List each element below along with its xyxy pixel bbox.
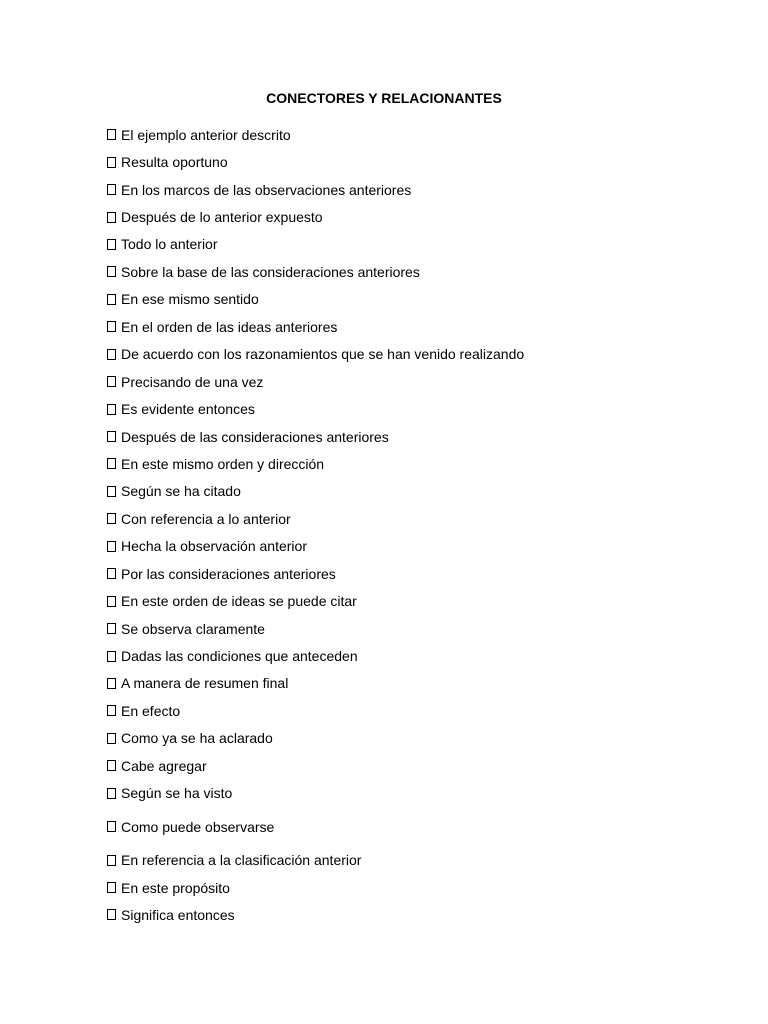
list-item — [107, 725, 524, 752]
list-item-label: En este propósito — [121, 879, 230, 896]
checkbox-icon — [107, 678, 116, 689]
list-item — [107, 615, 524, 642]
checkbox-icon — [107, 541, 116, 552]
list-item — [107, 395, 524, 422]
list-item-label: Cabe agregar — [121, 757, 207, 774]
list-item-label: Sobre la base de las consideraciones anteriores — [121, 263, 420, 280]
list-item-label: En ese mismo sentido — [121, 291, 259, 308]
checkbox-icon — [107, 266, 116, 277]
checkbox-icon — [107, 376, 116, 387]
list-item-label: En el orden de las ideas anteriores — [121, 318, 338, 335]
checkbox-icon — [107, 705, 116, 716]
list-item — [107, 478, 524, 505]
checkbox-icon — [107, 321, 116, 332]
list-item-label: De acuerdo con los razonamientos que se han venido realizando — [121, 346, 525, 363]
checkbox-icon — [107, 431, 116, 442]
list-item-label: Después de las consideraciones anteriores — [121, 428, 389, 445]
list-item — [107, 670, 524, 697]
list-item — [107, 587, 524, 614]
list-item-label: Después de lo anterior expuesto — [121, 209, 323, 226]
list-item — [107, 813, 524, 840]
checkbox-icon — [107, 821, 116, 832]
checkbox-icon — [107, 212, 116, 223]
list-item-label: A manera de resumen final — [121, 675, 289, 692]
list-item — [107, 752, 524, 779]
checkbox-icon — [107, 882, 116, 893]
page-title: CONECTORES Y RELACIONANTES — [266, 90, 502, 106]
checkbox-icon — [107, 239, 116, 250]
connector-list — [107, 121, 524, 929]
list-item-label: Como puede observarse — [121, 818, 275, 835]
list-item — [107, 121, 524, 148]
checkbox-icon — [107, 129, 116, 140]
list-item — [107, 642, 524, 669]
checkbox-icon — [107, 294, 116, 305]
list-item-label: Por las consideraciones anteriores — [121, 565, 336, 582]
checkbox-icon — [107, 733, 116, 744]
checkbox-icon — [107, 157, 116, 168]
checkbox-icon — [107, 349, 116, 360]
checkbox-icon — [107, 788, 116, 799]
checkbox-icon — [107, 909, 116, 920]
list-item-label: Todo lo anterior — [121, 236, 218, 253]
list-item-label: Con referencia a lo anterior — [121, 510, 291, 527]
checkbox-icon — [107, 596, 116, 607]
list-item-label: Dadas las condiciones que anteceden — [121, 648, 358, 665]
list-item-label: Se observa claramente — [121, 620, 265, 637]
checkbox-icon — [107, 855, 116, 866]
list-item-label: En los marcos de las observaciones anteriores — [121, 181, 412, 198]
checkbox-icon — [107, 623, 116, 634]
list-item — [107, 368, 524, 395]
list-item-label: Resulta oportuno — [121, 154, 228, 171]
list-item — [107, 846, 524, 873]
list-item — [107, 450, 524, 477]
list-item-label: Según se ha citado — [121, 483, 241, 500]
checkbox-icon — [107, 568, 116, 579]
list-item — [107, 313, 524, 340]
list-item — [107, 901, 524, 928]
list-item — [107, 423, 524, 450]
checkbox-icon — [107, 513, 116, 524]
checkbox-icon — [107, 458, 116, 469]
list-item-label: Significa entonces — [121, 906, 235, 923]
list-item — [107, 148, 524, 175]
list-item — [107, 203, 524, 230]
checkbox-icon — [107, 760, 116, 771]
list-item-label: Según se ha visto — [121, 785, 233, 802]
list-item — [107, 505, 524, 532]
checkbox-icon — [107, 184, 116, 195]
list-item — [107, 560, 524, 587]
list-item-label: En este mismo orden y dirección — [121, 455, 325, 472]
list-item-label: En este orden de ideas se puede citar — [121, 593, 357, 610]
list-item-label: Precisando de una vez — [121, 373, 264, 390]
list-item — [107, 780, 524, 807]
list-item — [107, 231, 524, 258]
list-item-label: En efecto — [121, 702, 181, 719]
list-item — [107, 176, 524, 203]
list-item-label: Es evidente entonces — [121, 401, 255, 418]
list-item-label: Hecha la observación anterior — [121, 538, 307, 555]
checkbox-icon — [107, 651, 116, 662]
checkbox-icon — [107, 404, 116, 415]
list-item — [107, 341, 524, 368]
list-item — [107, 286, 524, 313]
list-item — [107, 874, 524, 901]
list-item-label: El ejemplo anterior descrito — [121, 126, 291, 143]
list-item — [107, 697, 524, 724]
list-item-label: En referencia a la clasificación anterior — [121, 852, 362, 869]
list-item-label: Como ya se ha aclarado — [121, 730, 273, 747]
list-item — [107, 533, 524, 560]
list-item — [107, 258, 524, 285]
checkbox-icon — [107, 486, 116, 497]
